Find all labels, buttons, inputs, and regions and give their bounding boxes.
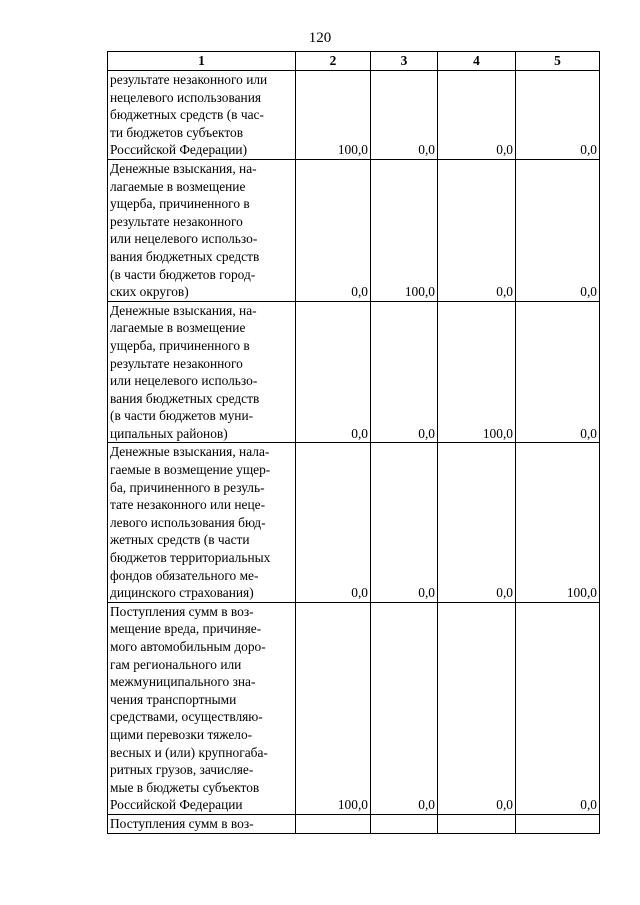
column-header-2: 2 bbox=[296, 52, 371, 71]
value-cell-col3: 0,0 bbox=[371, 301, 438, 443]
value-cell-col5: 0,0 bbox=[516, 301, 600, 443]
row-label: результате незаконного или нецелевого использования бюджетных средств (в час- ти бюджетов субъектов Российской Федерации) bbox=[108, 71, 296, 160]
value-cell-col2: 0,0 bbox=[296, 159, 371, 301]
row-label: Поступления сумм в воз- bbox=[108, 814, 296, 833]
value-cell-col4: 0,0 bbox=[438, 159, 516, 301]
table-header-row bbox=[108, 52, 600, 71]
value-cell-col4: 100,0 bbox=[438, 301, 516, 443]
value-cell-col3: 0,0 bbox=[371, 71, 438, 160]
table-row bbox=[108, 814, 600, 833]
value-cell-col2: 100,0 bbox=[296, 602, 371, 814]
value-cell-col5 bbox=[516, 814, 600, 833]
value-cell-col4 bbox=[438, 814, 516, 833]
row-label: Денежные взыскания, на- лагаемые в возмещение ущерба, причиненного в результате незаконного или нецелевого использо- вания бюджетных средств (в части бюджетов муни- ципальных районов) bbox=[108, 301, 296, 443]
value-cell-col4: 0,0 bbox=[438, 602, 516, 814]
row-label: Поступления сумм в воз- мещение вреда, причиняе- мого автомобильным доро- гам регионального или межмуниципального зна- чения транспортными средствами, осуществляю- щими перевозки тяжело- весных и (или) крупногаба- ритных грузов, зачисляе- мые в бюджеты субъектов Российской Федерации bbox=[108, 602, 296, 814]
value-cell-col4: 0,0 bbox=[438, 443, 516, 602]
value-cell-col4: 0,0 bbox=[438, 71, 516, 160]
value-cell-col2: 0,0 bbox=[296, 443, 371, 602]
budget-distribution-table bbox=[107, 51, 600, 834]
page-number: 120 bbox=[308, 30, 332, 46]
table-row bbox=[108, 71, 600, 160]
row-label: Денежные взыскания, нала- гаемые в возмещение ущер- ба, причиненного в резуль- тате незаконного или неце- левого использования бюд- жетных средств (в части бюджетов территориальных фондов обязательного ме- дицинского страхования) bbox=[108, 443, 296, 602]
value-cell-col5: 0,0 bbox=[516, 602, 600, 814]
table-row bbox=[108, 301, 600, 443]
value-cell-col5: 0,0 bbox=[516, 159, 600, 301]
value-cell-col2: 0,0 bbox=[296, 301, 371, 443]
value-cell-col5: 100,0 bbox=[516, 443, 600, 602]
column-header-1: 1 bbox=[108, 52, 296, 71]
table-row bbox=[108, 159, 600, 301]
value-cell-col3 bbox=[371, 814, 438, 833]
row-label: Денежные взыскания, на- лагаемые в возмещение ущерба, причиненного в результате незаконного или нецелевого использо- вания бюджетных средств (в части бюджетов город- ских округов) bbox=[108, 159, 296, 301]
column-header-5: 5 bbox=[516, 52, 600, 71]
table-row bbox=[108, 443, 600, 602]
value-cell-col5: 0,0 bbox=[516, 71, 600, 160]
table-row bbox=[108, 602, 600, 814]
value-cell-col2 bbox=[296, 814, 371, 833]
value-cell-col3: 0,0 bbox=[371, 602, 438, 814]
column-header-4: 4 bbox=[438, 52, 516, 71]
column-header-3: 3 bbox=[371, 52, 438, 71]
value-cell-col2: 100,0 bbox=[296, 71, 371, 160]
value-cell-col3: 100,0 bbox=[371, 159, 438, 301]
value-cell-col3: 0,0 bbox=[371, 443, 438, 602]
